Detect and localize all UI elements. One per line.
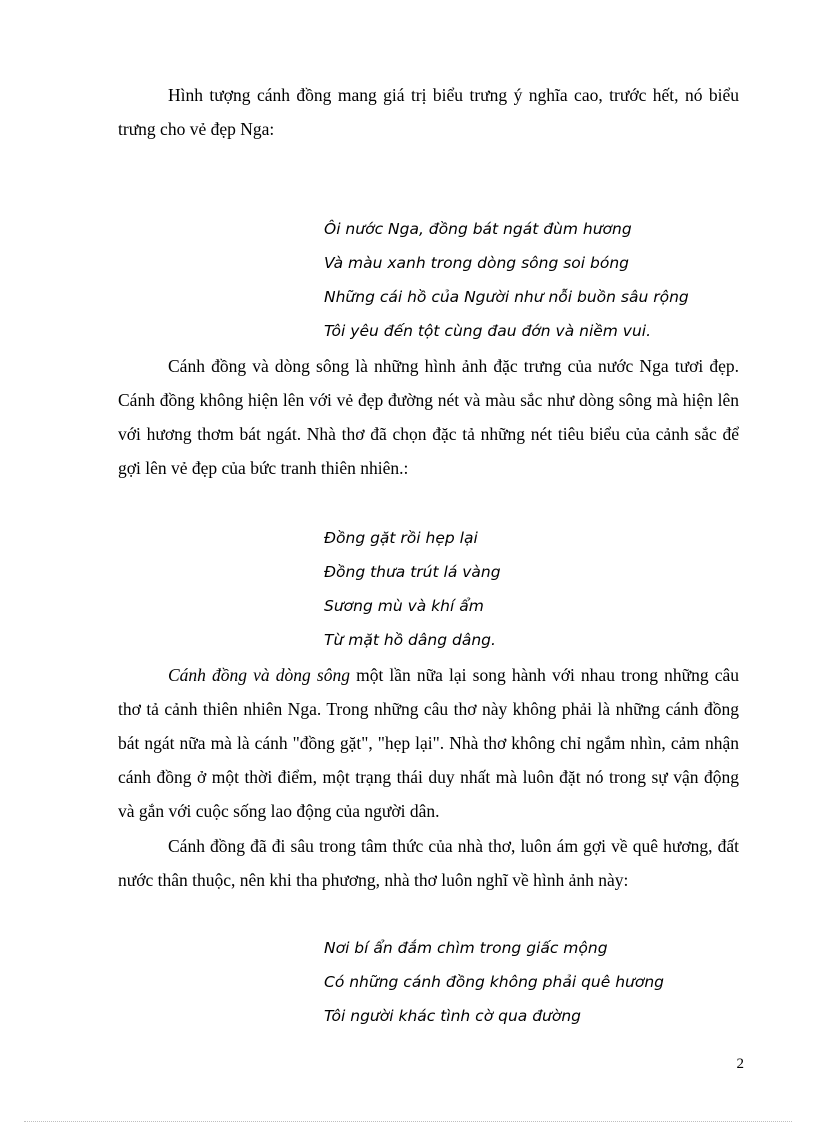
paragraph-intro: Hình tượng cánh đồng mang giá trị biểu trưng ý nghĩa cao, trước hết, nó biểu trưng cho vẻ đẹp Nga: (118, 85, 739, 139)
poem-line: Và màu xanh trong dòng sông soi bóng (324, 254, 629, 272)
poem-stanza-2 (324, 521, 724, 657)
page-number: 2 (736, 1056, 744, 1072)
poem-line: Nơi bí ẩn đắm chìm trong giấc mộng (324, 939, 608, 957)
poem-stanza-3 (324, 931, 724, 1033)
poem-line: Từ mặt hồ dâng dâng. (324, 631, 496, 649)
poem-line: Đồng thưa trút lá vàng (324, 563, 501, 581)
page-bottom-divider (24, 1121, 792, 1122)
poem-line: Tôi người khác tình cờ qua đường (324, 1007, 582, 1025)
poem-line: Có những cánh đồng không phải quê hương (324, 973, 664, 991)
poem-line: Ôi nước Nga, đồng bát ngát đùm hương (324, 220, 632, 238)
italic-phrase: Cánh đồng và dòng sông (168, 665, 350, 685)
poem-stanza-1 (324, 212, 724, 348)
poem-line: Đồng gặt rồi hẹp lại (324, 529, 478, 547)
poem-line: Sương mù và khí ẩm (324, 597, 484, 615)
poem-line: Tôi yêu đến tột cùng đau đớn và niềm vui. (324, 322, 652, 340)
paragraph-harvest-fields (118, 658, 739, 828)
paragraph-homeland: Cánh đồng đã đi sâu trong tâm thức của nhà thơ, luôn ám gợi về quê hương, đất nước thân thuộc, nên khi tha phương, nhà thơ luôn nghĩ về hình ảnh này: (118, 836, 739, 890)
paragraph-fields-and-river: Cánh đồng và dòng sông là những hình ảnh đặc trưng của nước Nga tươi đẹp. Cánh đồng không hiện lên với vẻ đẹp đường nét và màu sắc như dòng sông mà hiện lên với hương thơm bát ngát. Nhà thơ đã chọn đặc tả những nét tiêu biểu của cảnh sắc để gợi lên vẻ đẹp của bức tranh thiên nhiên.: (118, 356, 739, 478)
paragraph-text: một lần nữa lại song hành với nhau trong những câu thơ tả cảnh thiên nhiên Nga. Trong những câu thơ này không phải là những cánh đồng bát ngát nữa mà là cánh "đồng gặt", "hẹp lại". Nhà thơ không chỉ ngắm nhìn, cảm nhận cánh đồng ở một thời điểm, một trạng thái duy nhất mà luôn đặt nó trong sự vận động và gắn với cuộc sống lao động của người dân. (118, 665, 739, 821)
poem-line: Những cái hồ của Người như nỗi buồn sâu rộng (324, 288, 689, 306)
